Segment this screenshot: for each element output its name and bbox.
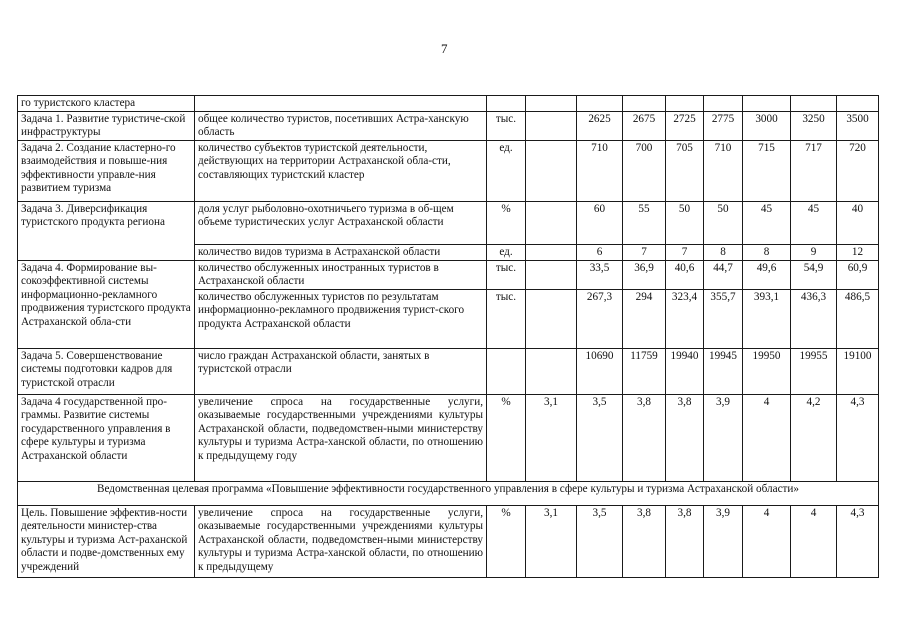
value-cell: 45 [791,202,837,245]
value-cell: 45 [743,202,791,245]
value-cell: 294 [623,290,666,349]
base-value-cell [526,112,577,141]
table-row [18,112,879,141]
value-cell: 36,9 [623,261,666,290]
value-cell [704,96,743,112]
base-value-cell [526,245,577,261]
task-cell: Задача 3. Диверсификация туристского продукта региона [18,202,195,261]
base-value-cell [526,96,577,112]
base-value-cell [526,349,577,395]
value-cell [837,96,879,112]
value-cell: 6 [577,245,623,261]
unit-cell: % [487,202,526,245]
value-cell: 4 [791,506,837,578]
value-cell: 2625 [577,112,623,141]
value-cell: 710 [704,141,743,202]
value-cell: 60 [577,202,623,245]
table-row [18,349,879,395]
table-row [18,395,879,482]
unit-cell: тыс. [487,112,526,141]
value-cell: 3,8 [666,395,704,482]
value-cell [666,96,704,112]
value-cell [743,96,791,112]
value-cell: 50 [666,202,704,245]
task-cell: Цель. Повышение эффектив-ности деятельности министер-ства культуры и туризма Аст-раханской области и подве-домственных ему учреждений [18,506,195,578]
value-cell: 12 [837,245,879,261]
indicator-cell: общее количество туристов, посетивших Астра-ханскую область [195,112,487,141]
task-cell: Задача 2. Создание кластерно-го взаимодействия и повыше-ния эффективности управле-ния развитием туризма [18,141,195,202]
value-cell [623,96,666,112]
value-cell: 10690 [577,349,623,395]
unit-cell: % [487,395,526,482]
table-row [18,202,879,245]
value-cell: 8 [704,245,743,261]
unit-cell: тыс. [487,261,526,290]
program-heading: Ведомственная целевая программа «Повышение эффективности государственного управления в сфере культуры и туризма Астраханской области» [18,482,879,506]
value-cell: 267,3 [577,290,623,349]
task-cell: Задача 5. Совершенствование системы подготовки кадров для туристской отрасли [18,349,195,395]
base-value-cell [526,202,577,245]
indicators-table [17,95,879,578]
value-cell: 717 [791,141,837,202]
table-row [18,482,879,506]
value-cell: 19955 [791,349,837,395]
value-cell: 4 [743,395,791,482]
value-cell: 19940 [666,349,704,395]
value-cell: 60,9 [837,261,879,290]
indicator-cell: количество обслуженных иностранных туристов в Астраханской области [195,261,487,290]
value-cell: 3000 [743,112,791,141]
indicator-cell: количество видов туризма в Астраханской области [195,245,487,261]
value-cell: 393,1 [743,290,791,349]
base-value-cell [526,141,577,202]
value-cell: 486,5 [837,290,879,349]
value-cell: 2725 [666,112,704,141]
value-cell: 11759 [623,349,666,395]
value-cell: 7 [623,245,666,261]
value-cell: 19950 [743,349,791,395]
indicator-cell: количество обслуженных туристов по результатам информационно-рекламного продвижения турист-ского продукта Астраханской области [195,290,487,349]
indicator-cell: число граждан Астраханской области, занятых в туристской отрасли [195,349,487,395]
base-value-cell: 3,1 [526,395,577,482]
value-cell: 710 [577,141,623,202]
value-cell: 715 [743,141,791,202]
task-cell: Задача 4 государственной про-граммы. Развитие системы государственного управления в сфере культуры и туризма Астраханской области [18,395,195,482]
page-number: 7 [441,41,448,56]
unit-cell [487,349,526,395]
value-cell: 3,5 [577,395,623,482]
value-cell: 4,2 [791,395,837,482]
value-cell: 54,9 [791,261,837,290]
task-cell: го туристского кластера [18,96,195,112]
value-cell: 3,8 [623,506,666,578]
indicator-cell: увеличение спроса на государственные услуги, оказываемые государственными учреждениями культуры Астраханской области, подведомствен-ными министерству культуры и туризма Астра-ханской области, по отношению к предыдущему [195,506,487,578]
value-cell: 9 [791,245,837,261]
value-cell: 4,3 [837,395,879,482]
value-cell: 4 [743,506,791,578]
indicator-cell: количество субъектов туристской деятельности, действующих на территории Астраханской обла-сти, составляющих туристский кластер [195,141,487,202]
value-cell: 2775 [704,112,743,141]
base-value-cell [526,290,577,349]
value-cell: 720 [837,141,879,202]
value-cell: 3250 [791,112,837,141]
table-row [18,141,879,202]
unit-cell: ед. [487,141,526,202]
task-cell: Задача 1. Развитие туристиче-ской инфраструктуры [18,112,195,141]
value-cell: 2675 [623,112,666,141]
value-cell: 700 [623,141,666,202]
value-cell: 7 [666,245,704,261]
table-row [18,96,879,112]
value-cell: 8 [743,245,791,261]
base-value-cell: 3,1 [526,506,577,578]
value-cell: 50 [704,202,743,245]
unit-cell: тыс. [487,290,526,349]
base-value-cell [526,261,577,290]
indicator-cell: увеличение спроса на государственные услуги, оказываемые государственными учреждениями культуры Астраханской области, подведомствен-ными министерству культуры и туризма Астра-ханской области, по отношению к предыдущему году [195,395,487,482]
value-cell [577,96,623,112]
value-cell [791,96,837,112]
value-cell: 44,7 [704,261,743,290]
unit-cell [487,96,526,112]
value-cell: 323,4 [666,290,704,349]
value-cell: 4,3 [837,506,879,578]
value-cell: 355,7 [704,290,743,349]
value-cell: 40,6 [666,261,704,290]
value-cell: 3,8 [623,395,666,482]
value-cell: 3,9 [704,395,743,482]
indicator-cell [195,96,487,112]
value-cell: 3,8 [666,506,704,578]
value-cell: 19945 [704,349,743,395]
value-cell: 3500 [837,112,879,141]
value-cell: 40 [837,202,879,245]
value-cell: 436,3 [791,290,837,349]
value-cell: 3,9 [704,506,743,578]
table-row [18,261,879,290]
value-cell: 705 [666,141,704,202]
value-cell: 55 [623,202,666,245]
value-cell: 3,5 [577,506,623,578]
value-cell: 49,6 [743,261,791,290]
indicator-cell: доля услуг рыболовно-охотничьего туризма в об-щем объеме туристических услуг Астраханской области [195,202,487,245]
value-cell: 33,5 [577,261,623,290]
table-row [18,506,879,578]
unit-cell: ед. [487,245,526,261]
unit-cell: % [487,506,526,578]
value-cell: 19100 [837,349,879,395]
task-cell: Задача 4. Формирование вы-сокоэффективной системы информационно-рекламного продвижения туристского продукта Астраханской обла-сти [18,261,195,349]
